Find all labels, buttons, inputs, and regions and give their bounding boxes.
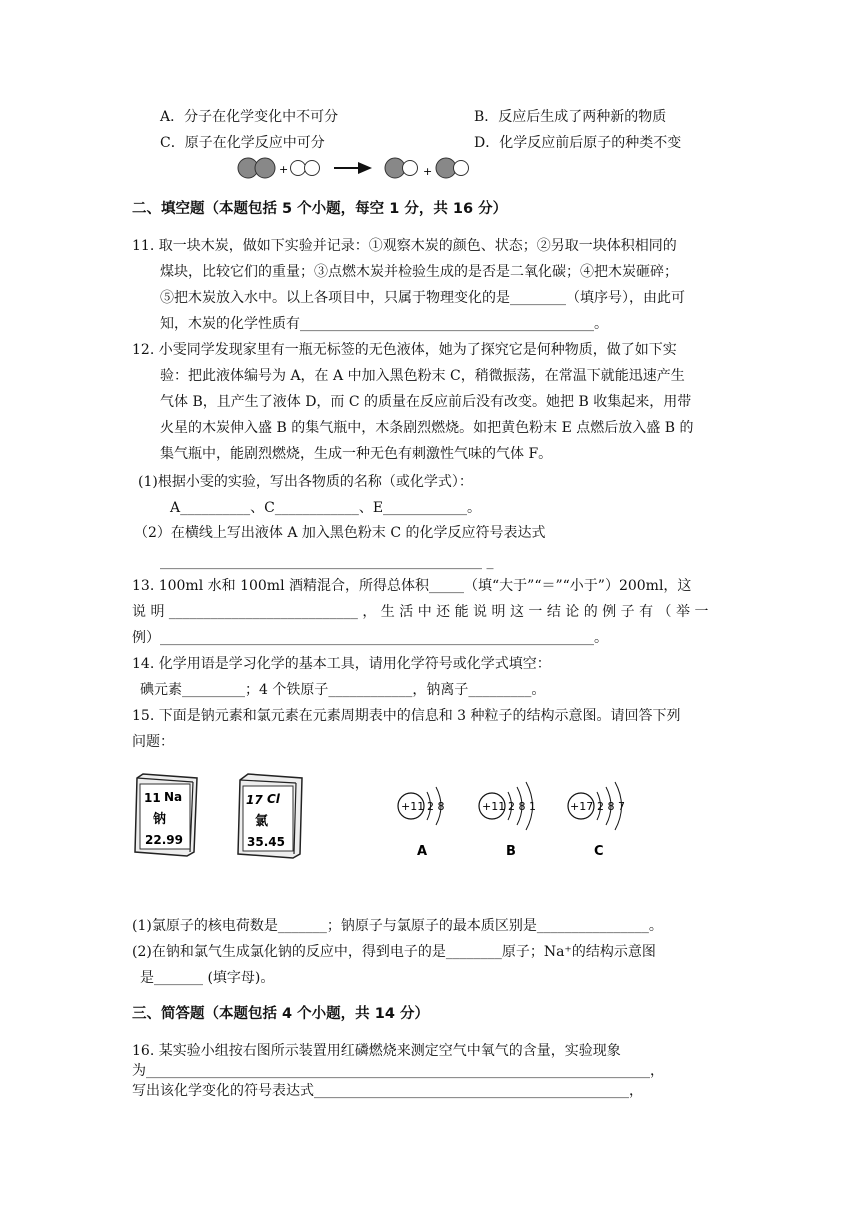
q14-line-1: 14. 化学用语是学习化学的基本工具，请用化学符号或化学式填空： [132,656,551,672]
atom-c-shells: 2 8 7 [597,800,625,813]
q12-line-2: 验：把此液体编号为 A，在 A 中加入黑色粉末 C，稍微振荡，在常温下就能迅速产生 [160,368,685,384]
q13-line-3: 例）______________________________________________________________。 [132,630,608,646]
reaction-diagram [232,154,472,184]
q16-line-2: 为________________________________________________________________________， [132,1063,664,1079]
cl-name: 氯 [255,814,269,829]
atom-b-label: B [506,844,516,859]
atom-b-shells: 2 8 1 [508,800,536,813]
option-a: A．分子在化学变化中不可分 [160,109,339,125]
q16-line-1: 16. 某实验小组按右图所示装置用红磷燃烧来测定空气中氧气的含量，实验现象 [132,1043,621,1059]
chlorine-element-tile [238,774,302,858]
plus-sign-1: + [279,163,289,176]
cl-mass: 35.45 [247,835,285,849]
arrow-icon [334,162,372,174]
q11-line-1: 11. 取一块木炭，做如下实验并记录：①观察木炭的颜色、状态；②另取一块体积相同的 [132,238,677,254]
q12-part-1: (1)根据小雯的实验，写出各物质的名称（或化学式）： [138,474,473,490]
q15-line-2: 问题： [132,734,174,750]
q12-part-2-blank: ______________________________________________ _ [160,554,494,570]
na-mass: 22.99 [145,833,183,847]
sodium-element-tile [135,774,197,856]
atom-diagram-a [398,787,445,859]
cl-atomic-number: 17 [246,793,263,807]
q16-line-3: 写出该化学变化的符号表达式_____________________________________________， [132,1083,643,1099]
atom-c-label: C [594,844,604,859]
reactant-molecule-2 [291,161,320,176]
q12-line-1: 12. 小雯同学发现家里有一瓶无标签的无色液体，她为了探究它是何种物质，做了如下实 [132,342,677,358]
q15-part-1: (1)氯原子的核电荷数是_______；钠原子与氯原子的最本质区别是________________。 [132,918,663,934]
q13-line-2: 说 明 ___________________________ ， 生 活 中 还 能 说 明 这 一 结 论 的 例 子 有 （ 举 一 [132,604,709,620]
option-c: C．原子在化学反应中可分 [160,135,325,151]
section-2-heading: 二、填空题（本题包括 5 个小题，每空 1 分，共 16 分） [132,201,508,217]
q14-line-2: 碘元素_________；4 个铁原子____________，钠离子_________。 [140,682,546,698]
q11-line-2: 煤块，比较它们的重量；③点燃木炭并检验生成的是否是二氧化碳；④把木炭砸碎； [160,264,678,280]
element-figures [130,770,670,870]
q11-line-3: ⑤把木炭放入水中。以上各项目中，只属于物理变化的是________（填序号），由此可 [160,290,685,306]
q12-line-5: 集气瓶中，能剧烈燃烧，生成一种无色有刺激性气味的气体 F。 [160,446,553,462]
q15-line-1: 15. 下面是钠元素和氯元素在元素周期表中的信息和 3 种粒子的结构示意图。请回答下列 [132,708,681,724]
reactant-molecule-1 [238,158,275,178]
atom-c-nucleus: +17 [570,800,594,813]
atom-a-shells: 2 8 [427,800,445,813]
na-name: 钠 [153,812,167,827]
atom-diagram-b [479,782,536,859]
product-molecule-2 [436,158,469,178]
q12-line-4: 火星的木炭伸入盛 B 的集气瓶中，木条剧烈燃烧。如把黄色粉末 E 点燃后放入盛 B 的 [160,420,694,436]
section-3-heading: 三、简答题（本题包括 4 个小题，共 14 分） [132,1006,429,1022]
q13-line-1: 13. 100ml 水和 100ml 酒精混合，所得总体积_____（填“大于”“＝”“小于”）200ml，这 [132,578,692,594]
q12-line-3: 气体 B，且产生了液体 D，而 C 的质量在反应前后没有改变。她把 B 收集起来，用带 [160,394,692,410]
option-d: D．化学反应前后原子的种类不变 [474,135,682,151]
atom-b-nucleus: +11 [482,800,506,813]
cl-symbol: Cl [267,792,280,806]
atom-a-nucleus: +11 [401,800,425,813]
option-b: B．反应后生成了两种新的物质 [474,109,667,125]
q15-part-2: (2)在钠和氯气生成氯化钠的反应中，得到电子的是________原子；Na⁺的结构示意图 [132,944,656,960]
q11-line-4: 知，木炭的化学性质有__________________________________________。 [160,316,608,332]
na-symbol: Na [164,790,183,804]
atom-diagram-c [568,782,625,859]
q12-part-1-blanks: A__________、C____________、E____________。 [170,500,482,516]
product-molecule-1 [385,158,418,178]
atom-a-label: A [417,844,428,859]
q12-part-2: （2）在横线上写出液体 A 加入黑色粉末 C 的化学反应符号表达式 [134,525,546,541]
na-atomic-number: 11 [144,791,161,805]
plus-sign-2: + [423,165,433,178]
q15-part-3: 是_______ (填字母)。 [140,970,275,986]
